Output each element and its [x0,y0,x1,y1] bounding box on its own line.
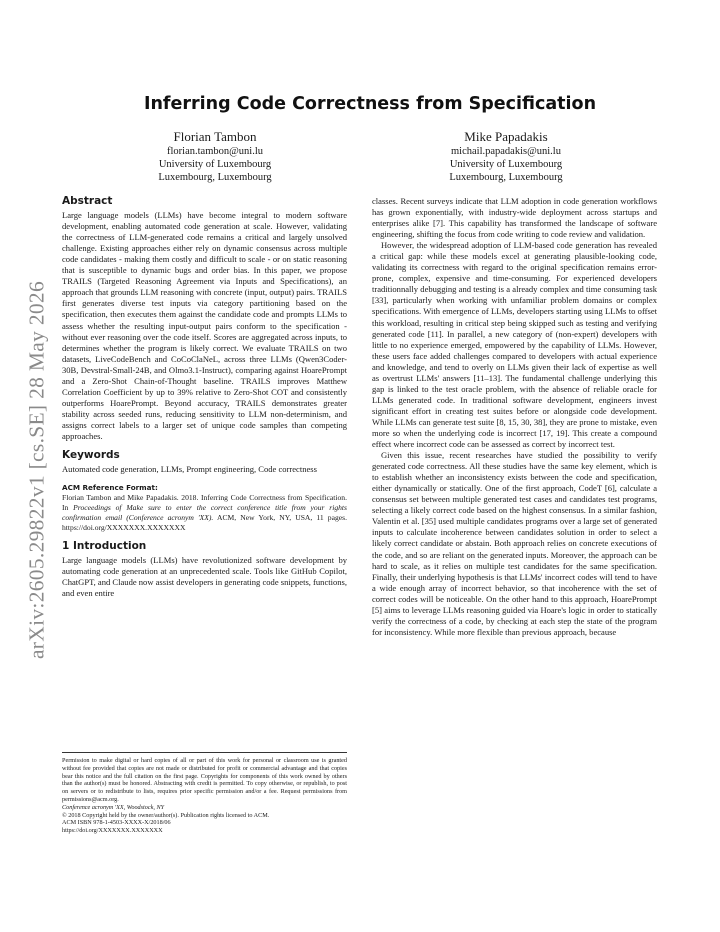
arxiv-stamp [20,120,54,820]
left-column [62,196,347,599]
copyright-line: © 2018 Copyright held by the owner/author(s). Publication rights licensed to ACM. [62,811,270,819]
author-affiliation: University of Luxembourg [449,159,563,170]
author-block-1 [65,128,365,184]
acm-reference-post: ACM, New York, NY, USA, 11 pages. https://doi.org/XXXXXXX.XXXXXXX [62,513,347,533]
acm-reference-venue: Proceedings of Make sure to enter the correct conference title from your rights confirmation email (Conference acronym 'XX). [62,503,347,523]
conference-line: Conference acronym 'XX, Woodstock, NY [62,803,165,811]
right-column [372,196,657,638]
introduction-paragraph: Large language models (LLMs) have revolutionized software development by automating code generation at an unprecedented scale. Tools like GitHub Copilot, ChatGPT, and Claude now assist developers in generating code snippets, functions, and even entire [62,555,347,599]
acm-reference-pre: Florian Tambon and Mike Papadakis. 2018. Inferring Code Correctness from Specification. In [62,493,347,513]
paper-title: Inferring Code Correctness from Specification [143,94,597,114]
abstract-heading: Abstract [62,195,113,207]
doi-line: https://doi.org/XXXXXXX.XXXXXXX [62,827,163,835]
author-location: Luxembourg, Luxembourg [449,172,563,183]
author-affiliation: University of Luxembourg [158,159,272,170]
arxiv-stamp-text: arXiv:2605.29822v1 [cs.SE] 28 May 2026 [24,280,49,660]
author-block-2 [356,128,656,184]
keywords-heading: Keywords [62,449,120,462]
acm-reference-text [62,493,347,533]
permission-footnote [62,752,347,835]
body-paragraph: classes. Recent surveys indicate that LLM adoption in code generation workflows has grown exponentially, with industry-wide deployment across startups and enterprises alike [7]. This capability has transformed the landscape of software engineering, shifting the focus from code writing to code review and validation. [372,196,657,240]
acm-reference-heading: ACM Reference Format: [62,483,158,493]
abstract-text: Large language models (LLMs) have become integral to modern software development, enabling automated code generation at scale. However, validating the correctness of LLM-generated code remains a critical and largely unsolved challenge. Existing approaches either rely on dynamic consensus across multiple code candidates - making them costly and difficult to scale - or on static reasoning that is susceptible to dynamic bugs and order bias. In this paper, we propose TRAILS (Targeted Reasoning Agreement via Inputs and Specifications), an approach that grounds LLM reasoning with concrete (input, output) pairs. TRAILS first generates diverse test inputs via category partitioning based on the specification, then executes them against the candidate code and prompts LLMs to assess whether the resulting input-output pairs conform to the specification - without ever reasoning over the code itself. Scores are aggregated across inputs, to determines whether the program is likely correct. We evaluate TRAILS on two datasets, LiveCodeBench and CoCoClaNeL, across three LLMs (Qwen3Coder-30B, Devstral-Small-24B, and Olmo3.1-Instruct), comparing against HoarePrompt and a Zero-Shot Chain-of-Thought baseline. TRAILS improves Matthew Correlation Coefficient by up to 39% relative to Zero-Shot COT and consistently outperforms HoarePrompt. Beyond accuracy, TRAILS demonstrates greater stability across seeded runs, reducing sensitivity to LLM non-determinism, and assigns correct labels to a larger set of unique code samples than competing approaches. [62,210,347,441]
introduction-heading: 1 Introduction [62,540,147,553]
author-name: Florian Tambon [173,129,257,144]
author-name: Mike Papadakis [464,129,548,144]
keywords-text: Automated code generation, LLMs, Prompt engineering, Code correctness [62,464,317,475]
permission-text: Permission to make digital or hard copies of all or part of this work for personal or classroom use is granted without fee provided that copies are not made or distributed for profit or commercial advantage and that copies bear this notice and the full citation on the first page. Copyrights for components of this work owned by others than the author(s) must be honored. Abstracting with credit is permitted. To copy otherwise, or republish, to post on servers or to redistribute to lists, requires prior specific permission and/or a fee. Request permissions from permissions@acm.org. [62,757,347,803]
author-email: florian.tambon@uni.lu [167,146,263,157]
body-paragraph: However, the widespread adoption of LLM-based code generation has revealed a critical gap: while these models excel at generating plausible-looking code, validating its correctness with regard to the original specification remains error-prone, complex, expensive and time-consuming. For experienced developers traditionnally debugging and testing is a already complex and time consuming task [33], particularly when working with unfamiliar problem domains or complex specifications. With emergence of LLMs, developers starting using LLMs to offset this workload, resulting in critical step being skipped such as testing and verifying generated code [11]. In parallel, a new category of (non-expert) developers with little to no experience emerged, empowered by the capability of LLMs. However, these users face added challenges compared to developers with actual experience and knowledge, and tend to overly on LLMs given their lack of expertise as well as overtrust LLMs' answers [11–13]. The fundamental challenge underlying this gap is linked to the test oracle problem, with the absence of reliable oracle for LLMs generated code. In traditional software development, engineers invest significant effort in creating test suites before or alongside code development. While LLMs can generate test suite [8, 15, 30, 38], they are prone to mistake, even more so when the underlying code is incorrect [17, 19]. This create a compound effect where incorrect code can be assessed as correct by incorrect test. [372,240,657,450]
author-email: michail.papadakis@uni.lu [451,146,561,157]
body-paragraph: Given this issue, recent researches have studied the possibility to verify generated code correctness. All these studies have the same key element, which is to establish whether an inconsistency exists between the code and specification, either dynamically or statically. One of the first approach, CodeT [6], calculate a consensus set between multiple generated test cases and candidates test programs, selecting a likely correct code based on the highest consensus. In a similar fashion, Valentin et al. [35] used multiple candidates programs over a large set of generated inputs to calculate incoherence between candidates solution in order to select a likely correct candidate or abstain. Both approach relies on concrete executions of the code, and so are reliant on the generated inputs. Moreover, the approach can be hard to scale, as it relies on multiple test candidates for the same specification. Finally, their underlying hypothesis is that LLMs' incorrect codes will tend to have a wide enough array of incorrect behavior, so that incoherence with the set of correct codes will be noticeable. On the other hand to this approach, HoarePrompt [5] aims to leverage LLMs reasoning guided via Hoare's logic in order to statically verify the correctness of a code, by checking at each step the state of the program for inconsistency. While more flexible than previous approach, because [372,450,657,637]
author-location: Luxembourg, Luxembourg [158,172,272,183]
isbn-line: ACM ISBN 978-1-4503-XXXX-X/2018/06 [62,819,171,827]
